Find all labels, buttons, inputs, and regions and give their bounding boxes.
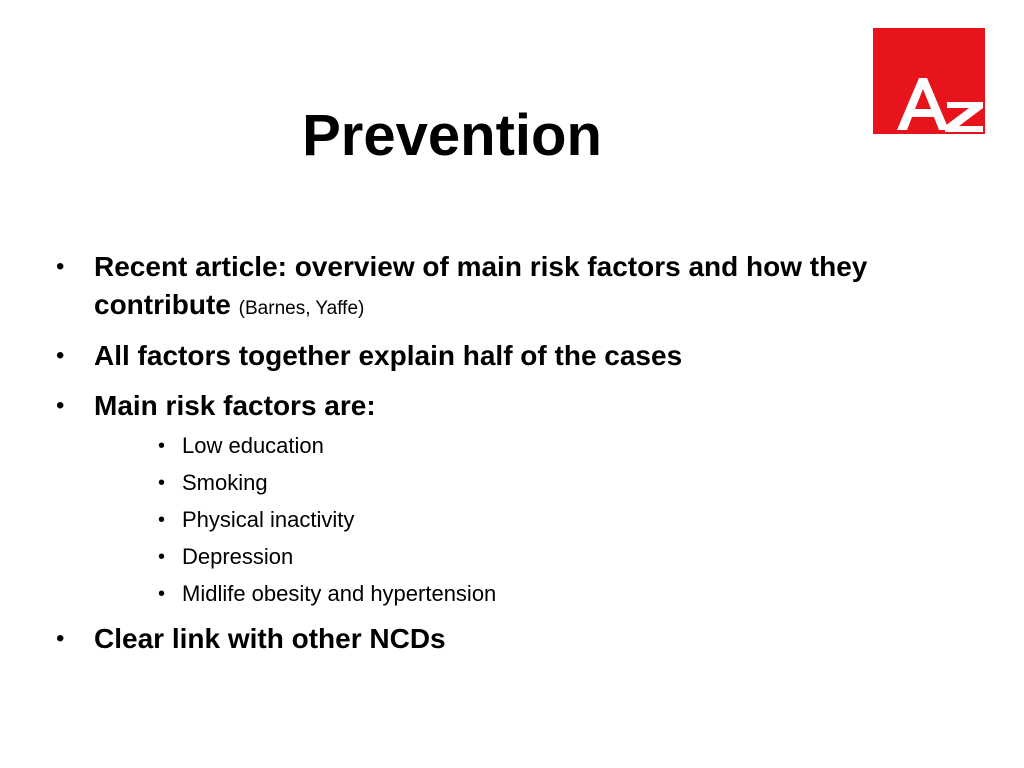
- sub-bullet-item: [158, 505, 658, 535]
- bullet-dot: •: [56, 253, 65, 280]
- bullet-dot: •: [56, 625, 65, 652]
- bullet-dot: •: [56, 342, 65, 369]
- bullet-text: All factors together explain half of the cases: [94, 340, 683, 371]
- sub-bullet-dot: •: [158, 472, 166, 494]
- sub-bullet-item: [158, 468, 658, 498]
- sub-bullet-text: Low education: [182, 433, 324, 458]
- sub-bullet-dot: •: [158, 435, 166, 457]
- sub-bullet-text: Smoking: [182, 470, 268, 495]
- slide-title: Prevention: [302, 103, 602, 168]
- sub-bullet-dot: •: [158, 509, 166, 531]
- sub-bullet-dot: •: [158, 546, 166, 568]
- citation: (Barnes, Yaffe): [238, 298, 365, 319]
- bullet-item: [56, 248, 906, 328]
- sub-bullet-item: [158, 542, 658, 572]
- sub-bullet-item: [158, 579, 658, 609]
- bullet-text: Clear link with other NCDs: [94, 623, 446, 654]
- bullet-text: Main risk factors are:: [94, 390, 376, 421]
- bullet-text: Recent article: overview of main risk factors and how they contribute: [94, 251, 868, 320]
- sub-bullet-dot: •: [158, 583, 166, 605]
- bullet-dot: •: [56, 392, 65, 419]
- az-logo: [873, 28, 985, 134]
- sub-bullet-text: Midlife obesity and hypertension: [182, 581, 497, 606]
- sub-bullet-text: Physical inactivity: [182, 507, 355, 532]
- bullet-item: [56, 620, 906, 658]
- sub-bullet-item: [158, 431, 658, 461]
- bullet-item: [56, 337, 906, 375]
- sub-bullet-text: Depression: [182, 544, 294, 569]
- bullet-item: [56, 387, 906, 425]
